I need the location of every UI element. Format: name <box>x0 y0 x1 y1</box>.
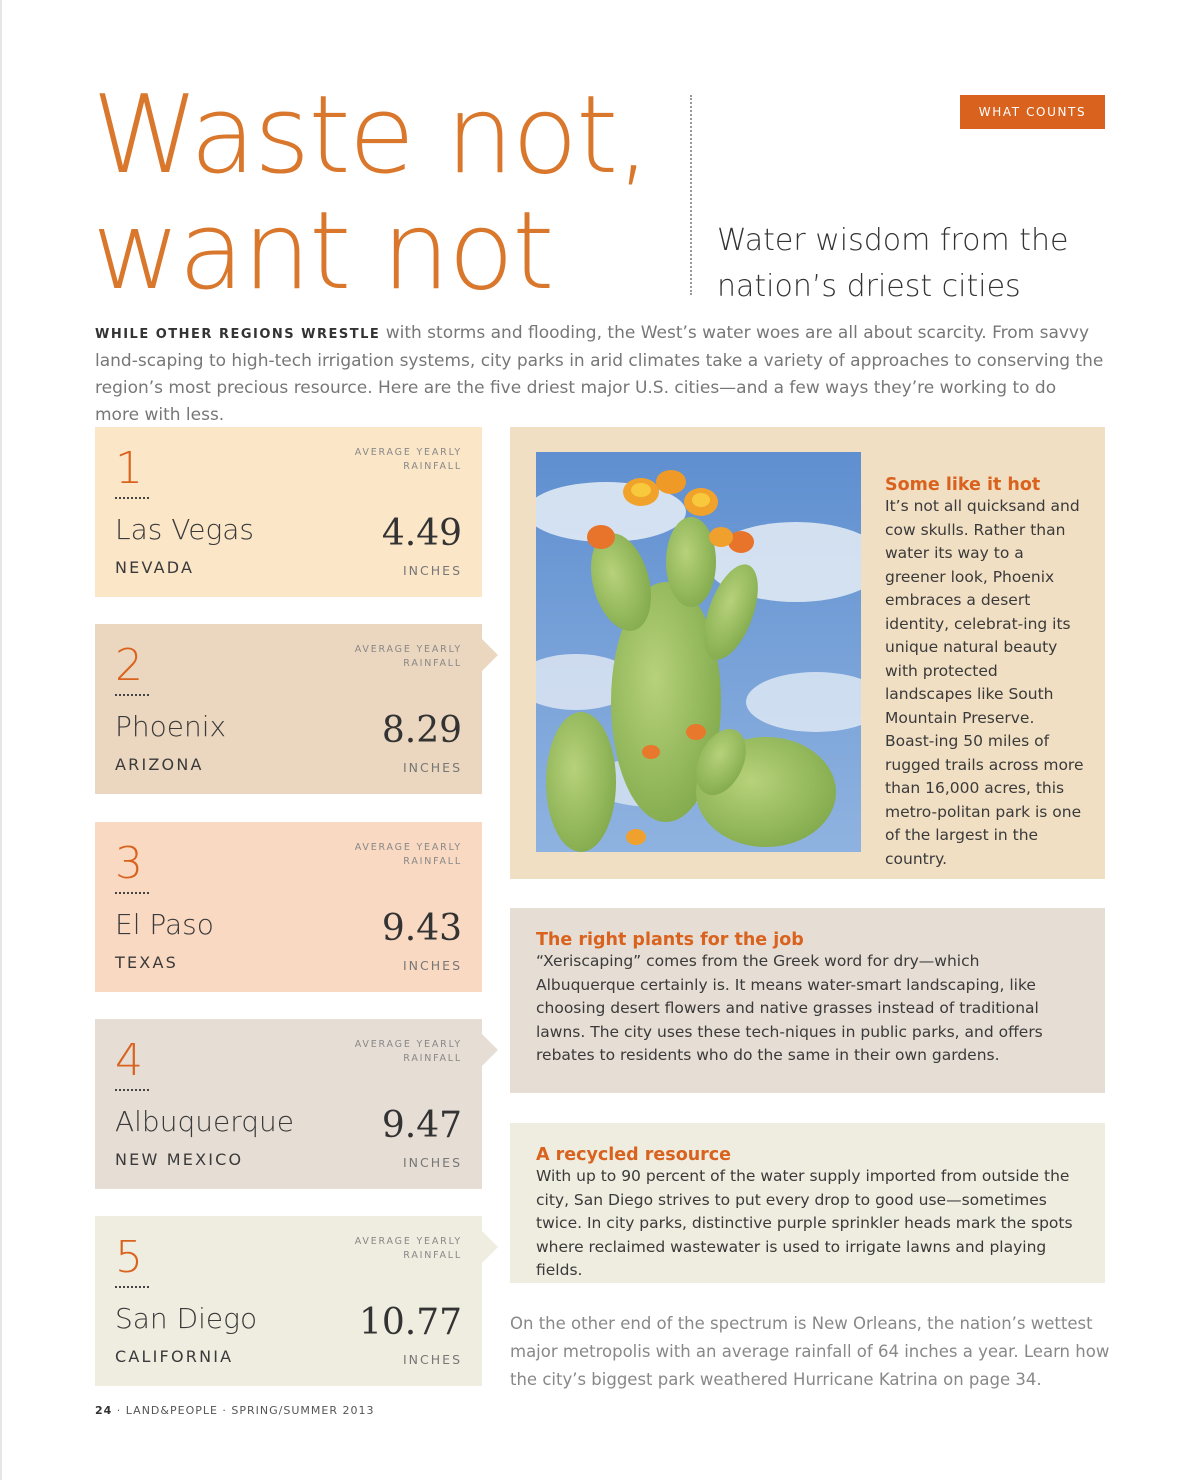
unit-label: INCHES <box>403 563 462 578</box>
callout-arrow <box>482 639 498 671</box>
rainfall-value: 10.77 <box>358 1302 462 1343</box>
rainfall-value: 9.43 <box>381 908 462 949</box>
page-edge <box>0 0 2 1480</box>
state-name: ARIZONA <box>115 755 204 774</box>
city-rank: 4 <box>115 1035 143 1086</box>
city-name: El Paso <box>115 908 214 941</box>
rainfall-value: 9.47 <box>381 1105 462 1146</box>
state-name: NEW MEXICO <box>115 1150 244 1169</box>
city-rank: 3 <box>115 838 143 889</box>
city-name: Phoenix <box>115 710 227 743</box>
phoenix-panel-body: It’s not all quicksand and cow skulls. Rather than water its way to a greener look, Phoenix embraces a desert identity, celebrat-ing its unique natural beauty with protected landscapes like South Mountain Preserve. Boast-ing 50 miles of rugged trails across more than 16,000 acres, this metro-politan park is one of the largest in the country. <box>885 497 1084 868</box>
san-diego-panel-title: A recycled resource <box>536 1145 732 1165</box>
city-card-4 <box>95 1019 482 1189</box>
city-rank: 2 <box>115 640 143 691</box>
city-card-3 <box>95 822 482 992</box>
closing-paragraph: On the other end of the spectrum is New Orleans, the nation’s wettest major metropolis with an average rainfall of 64 inches a year. Learn how the city’s biggest park weathered Hurricane Katrina on page 34. <box>510 1314 1110 1389</box>
callout-arrow <box>482 1231 498 1263</box>
city-card-5 <box>95 1216 482 1386</box>
headline-line-2: want not <box>92 189 553 314</box>
city-name: Albuquerque <box>115 1105 294 1138</box>
intro-body: with storms and flooding, the West’s water woes are all about scarcity. From savvy land-scaping to high-tech irrigation systems, city parks in arid climates take a variety of approaches to conserving the region’s most precious resource. Here are the five driest major U.S. cities—and a few ways they’re working to do more with less. <box>95 323 1104 425</box>
dotted-rule <box>115 1089 149 1091</box>
san-diego-text-block <box>536 1145 1081 1283</box>
phoenix-text-block <box>885 475 1085 871</box>
rainfall-label: AVERAGE YEARLY RAINFALL <box>354 644 462 669</box>
rainfall-label: AVERAGE YEARLY RAINFALL <box>354 447 462 472</box>
rainfall-label: AVERAGE YEARLY RAINFALL <box>354 1236 462 1261</box>
unit-label: INCHES <box>403 1352 462 1367</box>
city-card-2 <box>95 624 482 794</box>
unit-label: INCHES <box>403 1155 462 1170</box>
albuquerque-feature-panel <box>510 908 1105 1093</box>
cactus-photo <box>536 452 861 852</box>
city-card-1 <box>95 427 482 597</box>
phoenix-feature-panel <box>510 427 1105 879</box>
headline <box>92 73 649 314</box>
dotted-rule <box>115 892 149 894</box>
unit-label: INCHES <box>403 958 462 973</box>
dotted-rule <box>115 694 149 696</box>
city-name: San Diego <box>115 1302 258 1335</box>
state-name: CALIFORNIA <box>115 1347 234 1366</box>
san-diego-feature-panel <box>510 1123 1105 1283</box>
albuquerque-panel-title: The right plants for the job <box>536 930 804 950</box>
dotted-rule <box>115 1286 149 1288</box>
headline-line-1: Waste not, <box>92 73 649 198</box>
section-badge: WHAT COUNTS <box>960 95 1105 129</box>
state-name: NEVADA <box>115 558 195 577</box>
rainfall-value: 8.29 <box>381 710 462 751</box>
albuquerque-panel-body: “Xeriscaping” comes from the Greek word for dry—which Albuquerque certainly is. It means water-smart landscaping, like choosing desert flowers and native grasses instead of traditional lawns. The city uses these tech-niques in public parks, and offers rebates to residents who do the same in their own gardens. <box>536 952 1043 1064</box>
phoenix-panel-title: Some like it hot <box>885 475 1041 495</box>
unit-label: INCHES <box>403 760 462 775</box>
san-diego-panel-body: With up to 90 percent of the water supply imported from outside the city, San Diego strives to put every drop to good use—sometimes twice. In city parks, distinctive purple sprinkler heads mark the spots where reclaimed wastewater is used to irrigate lawns and playing fields. <box>536 1167 1073 1279</box>
dotted-divider <box>690 95 692 295</box>
city-rank: 5 <box>115 1232 143 1283</box>
page-footer <box>95 1404 375 1417</box>
dotted-rule <box>115 497 149 499</box>
rainfall-value: 4.49 <box>381 513 462 554</box>
city-rank: 1 <box>115 443 143 494</box>
rainfall-label: AVERAGE YEARLY RAINFALL <box>354 842 462 867</box>
prickly-pear-cactus-image <box>536 452 861 852</box>
albuquerque-text-block <box>536 930 1081 1068</box>
intro-lead-in: WHILE OTHER REGIONS WRESTLE <box>95 327 381 342</box>
state-name: TEXAS <box>115 953 178 972</box>
intro-paragraph <box>95 320 1105 429</box>
city-name: Las Vegas <box>115 513 255 546</box>
page-number: 24 <box>95 1404 113 1417</box>
callout-arrow <box>482 1034 498 1066</box>
rainfall-label: AVERAGE YEARLY RAINFALL <box>354 1039 462 1064</box>
footer-publication: · LAND&PEOPLE · SPRING/SUMMER 2013 <box>112 1404 375 1417</box>
subheadline: Water wisdom from the nation’s driest cities <box>717 223 1069 304</box>
